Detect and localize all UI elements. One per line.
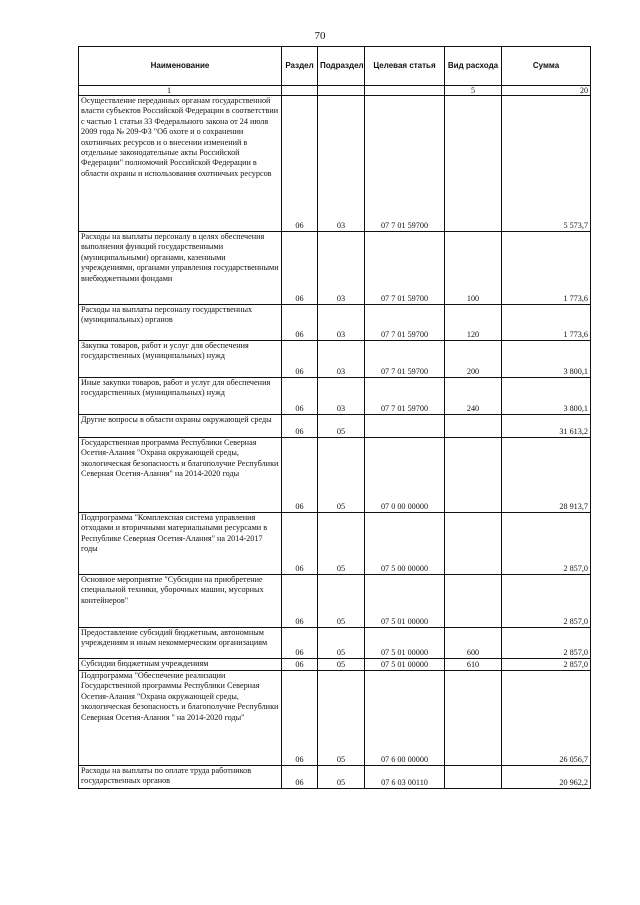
row-sum-cell: 2 857,0 — [502, 575, 591, 628]
row-razdel-cell: 06 — [282, 438, 318, 513]
row-podrazdel-cell: 05 — [318, 575, 365, 628]
row-vid-cell — [445, 575, 502, 628]
table-row — [79, 659, 591, 671]
row-vid-cell — [445, 438, 502, 513]
row-vid-cell: 600 — [445, 628, 502, 659]
budget-table — [78, 46, 591, 789]
row-sum-cell: 28 913,7 — [502, 438, 591, 513]
row-vid-cell — [445, 415, 502, 438]
row-vid-cell: 610 — [445, 659, 502, 671]
row-vid-cell — [445, 671, 502, 766]
row-podrazdel-cell: 03 — [318, 232, 365, 305]
row-razdel-cell: 06 — [282, 305, 318, 341]
table-row — [79, 438, 591, 513]
row-vid-cell — [445, 766, 502, 789]
row-podrazdel-cell: 05 — [318, 671, 365, 766]
row-podrazdel-cell: 05 — [318, 628, 365, 659]
row-target-cell: 07 5 00 00000 — [365, 513, 445, 575]
column-number-sum: 20 — [502, 86, 591, 96]
row-target-cell: 07 7 01 59700 — [365, 232, 445, 305]
row-podrazdel-cell: 03 — [318, 305, 365, 341]
row-target-cell: 07 5 01 00000 — [365, 628, 445, 659]
header-podrazdel: Подраздел — [318, 47, 365, 86]
row-name-cell: Закупка товаров, работ и услуг для обеспечения государственных (муниципальных) нужд — [79, 341, 282, 378]
page-number: 70 — [314, 30, 326, 42]
table-row — [79, 305, 591, 341]
header-razdel: Раздел — [282, 47, 318, 86]
row-sum-cell: 3 800,1 — [502, 378, 591, 415]
column-number-vid: 5 — [445, 86, 502, 96]
row-name-cell: Расходы на выплаты по оплате труда работников государственных органов — [79, 766, 282, 789]
row-target-cell: 07 6 00 00000 — [365, 671, 445, 766]
row-target-cell: 07 0 00 00000 — [365, 438, 445, 513]
table-row — [79, 671, 591, 766]
row-podrazdel-cell: 05 — [318, 659, 365, 671]
row-razdel-cell: 06 — [282, 671, 318, 766]
header-sum: Сумма — [502, 47, 591, 86]
row-sum-cell: 20 962,2 — [502, 766, 591, 789]
header-row — [79, 47, 591, 86]
row-vid-cell — [445, 96, 502, 232]
row-razdel-cell: 06 — [282, 378, 318, 415]
row-vid-cell — [445, 513, 502, 575]
table-row — [79, 378, 591, 415]
row-vid-cell: 200 — [445, 341, 502, 378]
table-row — [79, 628, 591, 659]
table-row — [79, 766, 591, 789]
row-target-cell: 07 7 01 59700 — [365, 96, 445, 232]
row-razdel-cell: 06 — [282, 513, 318, 575]
row-sum-cell: 2 857,0 — [502, 659, 591, 671]
row-sum-cell: 1 773,6 — [502, 305, 591, 341]
row-name-cell: Другие вопросы в области охраны окружающей среды — [79, 415, 282, 438]
row-name-cell: Иные закупки товаров, работ и услуг для обеспечения государственных (муниципальных) нужд — [79, 378, 282, 415]
row-podrazdel-cell: 05 — [318, 513, 365, 575]
row-podrazdel-cell: 05 — [318, 415, 365, 438]
row-sum-cell: 3 800,1 — [502, 341, 591, 378]
row-sum-cell: 1 773,6 — [502, 232, 591, 305]
row-name-cell: Субсидии бюджетным учреждениям — [79, 659, 282, 671]
column-number-razdel — [282, 86, 318, 96]
row-name-cell: Подпрограмма "Обеспечение реализации Государственной программы Республики Северная Осетия-Алания "Охрана окружающей среды, экологическая безопасность и благополучие Республики Северная Осетия-Алания " на 2014-2020 годы" — [79, 671, 282, 766]
row-sum-cell: 5 573,7 — [502, 96, 591, 232]
table-row — [79, 415, 591, 438]
row-target-cell — [365, 415, 445, 438]
table-row — [79, 513, 591, 575]
table-row — [79, 341, 591, 378]
column-number-podrazdel — [318, 86, 365, 96]
row-name-cell: Расходы на выплаты персоналу государственных (муниципальных) органов — [79, 305, 282, 341]
header-target: Целевая статья — [365, 47, 445, 86]
row-podrazdel-cell: 03 — [318, 341, 365, 378]
row-razdel-cell: 06 — [282, 232, 318, 305]
column-number-name: 1 — [79, 86, 282, 96]
row-razdel-cell: 06 — [282, 415, 318, 438]
row-razdel-cell: 06 — [282, 659, 318, 671]
row-target-cell: 07 7 01 59700 — [365, 305, 445, 341]
table-row — [79, 575, 591, 628]
header-vid: Вид расхода — [445, 47, 502, 86]
row-target-cell: 07 6 03 00110 — [365, 766, 445, 789]
row-target-cell: 07 7 01 59700 — [365, 341, 445, 378]
table-row — [79, 232, 591, 305]
row-podrazdel-cell: 05 — [318, 438, 365, 513]
row-name-cell: Расходы на выплаты персоналу в целях обеспечения выполнения функций государственными (муниципальными) органами, казенными учреждениями, органами управления государственными внебюджетными фондами — [79, 232, 282, 305]
header-name: Наименование — [79, 47, 282, 86]
row-vid-cell: 240 — [445, 378, 502, 415]
column-number-row — [79, 86, 591, 96]
row-razdel-cell: 06 — [282, 628, 318, 659]
row-name-cell: Основное мероприятие "Субсидии на приобретение специальной техники, уборочных машин, мусорных контейнеров" — [79, 575, 282, 628]
row-razdel-cell: 06 — [282, 341, 318, 378]
row-target-cell: 07 5 01 00000 — [365, 575, 445, 628]
row-vid-cell: 120 — [445, 305, 502, 341]
row-podrazdel-cell: 03 — [318, 96, 365, 232]
row-target-cell: 07 7 01 59700 — [365, 378, 445, 415]
row-name-cell: Подпрограмма "Комплексная система управления отходами и вторичными материальными ресурсами в Республике Северная Осетия-Алания" на 2014-2017 годы — [79, 513, 282, 575]
row-sum-cell: 26 056,7 — [502, 671, 591, 766]
row-sum-cell: 31 613,2 — [502, 415, 591, 438]
row-name-cell: Предоставление субсидий бюджетным, автономным учреждениям и иным некоммерческим организациям — [79, 628, 282, 659]
row-razdel-cell: 06 — [282, 575, 318, 628]
row-name-cell: Осуществление переданных органам государственной власти субъектов Российской Федерации в соответствии с частью 1 статьи 33 Федерального закона от 24 июля 2009 года № 209-ФЗ "Об охоте и о сохранении охотничьих ресурсов и о внесении изменений в отдельные законодательные акты Российской Федерации" полномочий Российской Федерации в области охраны и использования охотничьих ресурсов — [79, 96, 282, 232]
row-vid-cell: 100 — [445, 232, 502, 305]
row-razdel-cell: 06 — [282, 96, 318, 232]
row-podrazdel-cell: 05 — [318, 766, 365, 789]
row-sum-cell: 2 857,0 — [502, 628, 591, 659]
table-row — [79, 96, 591, 232]
column-number-target — [365, 86, 445, 96]
row-sum-cell: 2 857,0 — [502, 513, 591, 575]
row-target-cell: 07 5 01 00000 — [365, 659, 445, 671]
row-name-cell: Государственная программа Республики Северная Осетия-Алания "Охрана окружающей среды, экологическая безопасность и благополучие Республики Северная Осетия-Алания" на 2014-2020 годы — [79, 438, 282, 513]
row-podrazdel-cell: 03 — [318, 378, 365, 415]
row-razdel-cell: 06 — [282, 766, 318, 789]
